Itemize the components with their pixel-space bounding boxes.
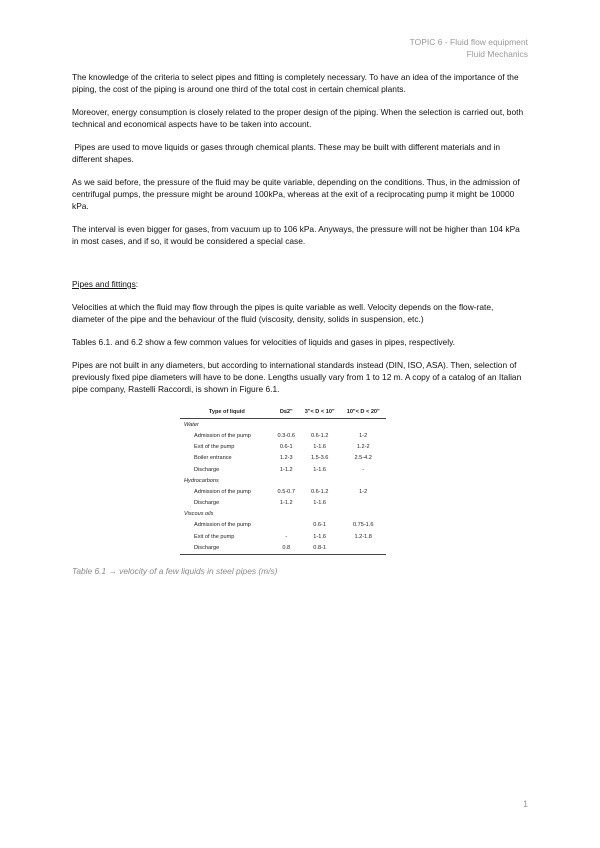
row-label: Admission of the pump (194, 522, 251, 529)
table-cell: 1-2 (359, 432, 368, 439)
column-header: 3"< D < 10" (299, 406, 341, 419)
table-header-row (180, 406, 386, 419)
table-cell (340, 542, 386, 554)
table-cell (274, 419, 299, 431)
row-label: Admission of the pump (194, 488, 251, 495)
table-row (180, 419, 386, 431)
table-row (180, 520, 386, 531)
row-label: Discharge (194, 466, 220, 473)
table-row (180, 531, 386, 542)
paragraph: The knowledge of the criteria to select pipes and fitting is completely necessary. To have an idea of the importance of the piping, the cost of the piping is around one third of the total cost in certain chemical plants. (72, 72, 519, 94)
row-label: Admission of the pump (194, 432, 251, 439)
row-label: Boiler entrance (194, 455, 232, 462)
table-cell (299, 419, 341, 431)
velocity-table (180, 406, 386, 555)
table-cell: 0.6-1 (279, 444, 293, 451)
table-cell: - (285, 533, 288, 540)
header-topic: TOPIC 6 - Fluid flow equipment (409, 37, 528, 47)
header-subject: Fluid Mechanics (466, 49, 528, 59)
table-row (180, 442, 386, 453)
document-body (72, 71, 528, 577)
paragraph: The interval is even bigger for gases, from vacuum up to 106 kPa. Anyways, the pressure will not be higher than 104 kPa in most cases, and if so, it would be considered a special case. (72, 224, 520, 246)
table-row (180, 475, 386, 486)
table-cell: 0.8 (274, 542, 299, 554)
row-group-label: Water (184, 421, 199, 428)
paragraph-text: Pipes are used to move liquids or gases through chemical plants. These may be built with different materials and in different shapes. (72, 142, 500, 164)
column-header: D≤2" (274, 406, 299, 419)
table-cell (274, 520, 299, 531)
table-cell: 1-1.6 (313, 466, 327, 473)
row-label: Discharge (180, 542, 274, 554)
table-cell: 1-1.2 (279, 466, 293, 473)
table-cell: 0.6-1 (313, 522, 327, 529)
paragraph: As we said before, the pressure of the fluid may be quite variable, depending on the conditions. Thus, in the admission of centrifugal pumps, the pressure might be around 100kPa, whereas at the exit of a reciprocating pump it might be 10000 kPa. (72, 177, 520, 211)
column-header: 10"< D < 20" (340, 406, 386, 419)
table-cell: 0.3-0.6 (277, 432, 295, 439)
table-cell: 1-1.6 (313, 500, 327, 507)
paragraph (72, 141, 528, 165)
paragraph: Pipes are not built in any diameters, but according to international standards instead (DIN, ISO, ASA). Then, selection of previously fixed pipe diameters will have to be done. Lengths usually vary from 1 to 12 m. A copy of a catalog of an Italian pipe company, Rastelli Raccordi, is shown in Figure 6.1. (72, 360, 522, 394)
table-cell: 0.6-1.2 (310, 488, 329, 495)
table-cell: 1-1.6 (313, 533, 327, 540)
table-cell: 1-1.2 (279, 500, 293, 507)
section-title-suffix: : (135, 279, 139, 289)
paragraph: Moreover, energy consumption is closely related to the proper design of the piping. When the selection is carried out, both technical and economical aspects have to be taken into account. (72, 107, 524, 129)
table-cell (340, 498, 386, 509)
table-row (180, 498, 386, 509)
table-cell: 1.2-2 (356, 444, 370, 451)
column-header: Type of liquid (180, 406, 274, 419)
section-heading (72, 278, 528, 290)
table-cell: 1-2 (359, 488, 368, 495)
table-caption: Table 6.1 → velocity of a few liquids in steel pipes (m/s) (72, 565, 278, 576)
table-cell: 0.6-1.2 (310, 432, 329, 439)
page-number: 1 (522, 799, 528, 809)
row-label: Exit of the pump (194, 444, 235, 451)
table-row (180, 431, 386, 442)
table-cell (340, 419, 386, 431)
paragraph: Velocities at which the fluid may flow through the pipes is quite variable as well. Velocity depends on the flow-rate, diameter of the pipe and the behaviour of the fluid (viscosity, density, solids in suspension, etc.) (72, 302, 494, 324)
table-cell: 0.8-1 (299, 542, 341, 554)
paragraph: Tables 6.1. and 6.2 show a few common values for velocities of liquids and gases in pipes, respectively. (72, 337, 455, 347)
table-cell: 1.5-3.6 (310, 455, 329, 462)
table-row (180, 453, 386, 464)
table-cell (340, 475, 386, 486)
velocity-table-wrapper (180, 406, 386, 555)
row-label: Discharge (194, 500, 220, 507)
table-cell (340, 509, 386, 520)
page-header (410, 36, 528, 60)
table-cell (299, 475, 341, 486)
table-row (180, 487, 386, 498)
table-cell: 0.75-1.6 (352, 522, 374, 529)
table-row (180, 464, 386, 475)
table-cell: - (362, 466, 365, 473)
section-title: Pipes and fittings (72, 279, 136, 289)
table-cell (274, 509, 299, 520)
table-cell: 1.2-1.8 (354, 533, 372, 540)
table-cell: 1-1.6 (313, 444, 327, 451)
row-label: Exit of the pump (194, 533, 235, 540)
table-cell: 0.5-0.7 (277, 488, 295, 495)
table-cell (299, 509, 341, 520)
row-group-label: Hydrocarbons (184, 477, 219, 484)
table-row (180, 509, 386, 520)
row-group-label: Viscous oils (184, 511, 214, 518)
table-row (180, 542, 386, 554)
table-cell: 2.5-4.2 (354, 455, 372, 462)
table-body (180, 419, 386, 554)
table-cell: 1.2-3 (279, 455, 293, 462)
table-cell (274, 475, 299, 486)
